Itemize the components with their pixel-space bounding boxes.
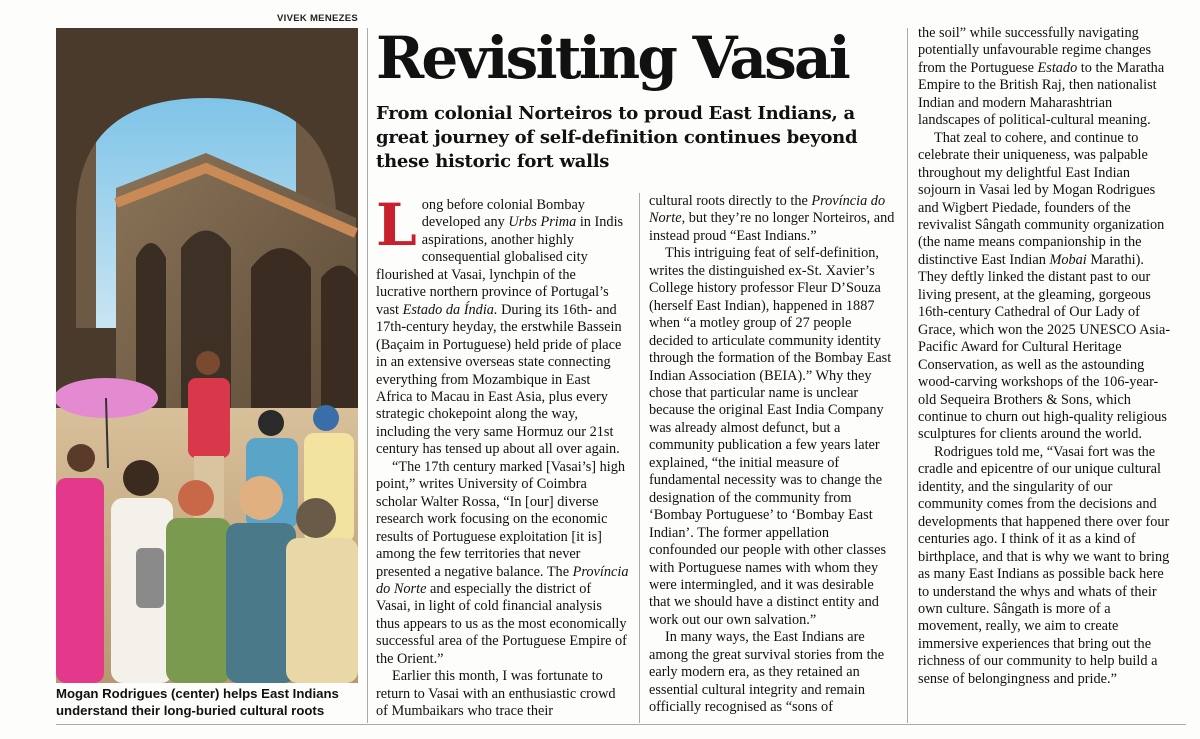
- italic-term: Estado: [1037, 59, 1078, 76]
- paragraph: In many ways, the East Indians are among the great survival stories from the early modern era, as they retained an essential cultural integrity and remain officially recognised as “sons of: [649, 629, 885, 716]
- italic-term: Estado da Índia.: [402, 301, 498, 318]
- article-photo: [56, 28, 358, 683]
- body-column-1: [376, 191, 629, 721]
- paragraph: Earlier this month, I was fortunate to return to Vasai with an enthusiastic crowd of Mumbaikars who trace their: [376, 668, 616, 720]
- text-run: to the Maratha Empire to the British Raj, then nationalist Indian and modern Maharashtrian landscapes of political-cultural meaning.: [918, 59, 1165, 129]
- photo-credit: VIVEK MENEZES: [277, 13, 358, 24]
- text-run: That zeal to cohere, and continue to celebrate their uniqueness, was palpable throughout my delightful East Indian sojourn in Vasai led by Mogan Rodrigues and Wigbert Piedade, founders of the revivalist Sângath community organization (the name means companionship in the distinctive East Indian: [918, 129, 1165, 268]
- column-rule: [639, 193, 640, 723]
- paragraph: [918, 130, 1176, 444]
- paragraph: [918, 25, 1176, 130]
- text-run: , but they’re no longer Norteiros, and instead proud “East Indians.”: [649, 210, 895, 244]
- deck-subheading: From colonial Norteiros to proud East Indians, a great journey of self-definition continues beyond these historic fort walls: [376, 103, 858, 172]
- column-rule: [367, 28, 368, 723]
- text-run: “The 17th century marked [Vasai’s] high point,” writes University of Coimbra scholar Walter Rossa, “In [our] diverse research work focusing on the economic results of Portuguese exploitation [it is] among the few territories that never presented a negative balance. The: [376, 458, 626, 580]
- italic-term: Urbs Prima: [508, 214, 577, 231]
- text-run: in Indis aspirations, another highly consequential globalised city flourished at Vasai, lynchpin of the lucrative northern province of Portugal’s vast: [376, 214, 624, 318]
- text-run: and especially the district of Vasai, in light of cold financial analysis thus appears to us as the most economically successful area of the Portuguese Empire of the Orient.”: [376, 580, 627, 667]
- text-run: During its 16th- and 17th-century heyday, the erstwhile Bassein (Baçaim in Portuguese) held pride of place in an extensive overseas state connecting everything from Mozambique in East Africa to Macau in East Asia, plus every strategic chokepoint along the way, including the very same Hormuz our 21st century has tensed up about all over again.: [376, 301, 622, 458]
- text-run: ong before colonial Bombay developed any: [421, 197, 585, 231]
- paragraph: [376, 191, 629, 459]
- headline: Revisiting Vasai: [376, 24, 848, 92]
- body-column-3: [918, 25, 1176, 688]
- text-run: Marathi). They deftly linked the distant past to our living present, at the gleaming, gorgeous 16th-century Cathedral of Our Lady of Grace, which won the 2025 UNESCO Asia-Pacific Award for Cultural Heritage Conservation, as well as the astounding wood-carving workshops of the 106-year-old Sequeira Brothers & Sons, which continue to churn out high-quality religious sculptures for clients around the world.: [918, 251, 1171, 443]
- drop-cap: L: [376, 191, 417, 259]
- fort-ruins-illustration: [56, 28, 358, 683]
- column-rule: [907, 28, 908, 723]
- text-run: the soil” while successfully navigating potentially unfavourable regime changes from the Portuguese: [918, 25, 1152, 76]
- bottom-rule: [56, 724, 1186, 725]
- photo-caption: Mogan Rodrigues (center) helps East Indians understand their long-buried cultural roots: [56, 686, 339, 718]
- paragraph: This intriguing feat of self-definition, writes the distinguished ex-St. Xavier’s College history professor Fleur D’Souza (herself East Indian), happened in 1887 when “a motley group of 27 people decided to articulate community identity through the formation of the Bombay East Indian Association (BEIA).” Why they chose that particular name is unclear because the original East India Company was already almost defunct, but a community publication a few years later explained, “the initial measure of fundamental necessity was to change the designation of the community from ‘Bombay Portuguese’ to ‘Bombay East Indian’. The former appellation confounded our people with other classes with Portuguese names with whom they were intermingled, and it was desirable that we should have a distinct entity and work out our own salvation.”: [649, 245, 892, 628]
- italic-term: Província do Norte: [376, 563, 629, 597]
- body-column-2: [649, 193, 897, 717]
- text-run: cultural roots directly to the: [649, 193, 812, 209]
- paragraph: Rodrigues told me, “Vasai fort was the cradle and epicentre of our unique cultural identity, and the singularity of our community comes from the decisions and developments that happened there over four centuries ago. I think of it as a kind of birthplace, and that is why we want to bring as many East Indians as possible back here to understand the whys and whats of their own culture. Sângath is more of a movement, really, we aim to create immersive experiences that bring out the richness of our community to help build a sense of belongingness and pride.”: [918, 443, 1170, 687]
- paragraph: [649, 193, 897, 245]
- italic-term: Província do Norte: [649, 193, 886, 227]
- paragraph: [376, 459, 629, 668]
- italic-term: Mobai: [1049, 251, 1087, 268]
